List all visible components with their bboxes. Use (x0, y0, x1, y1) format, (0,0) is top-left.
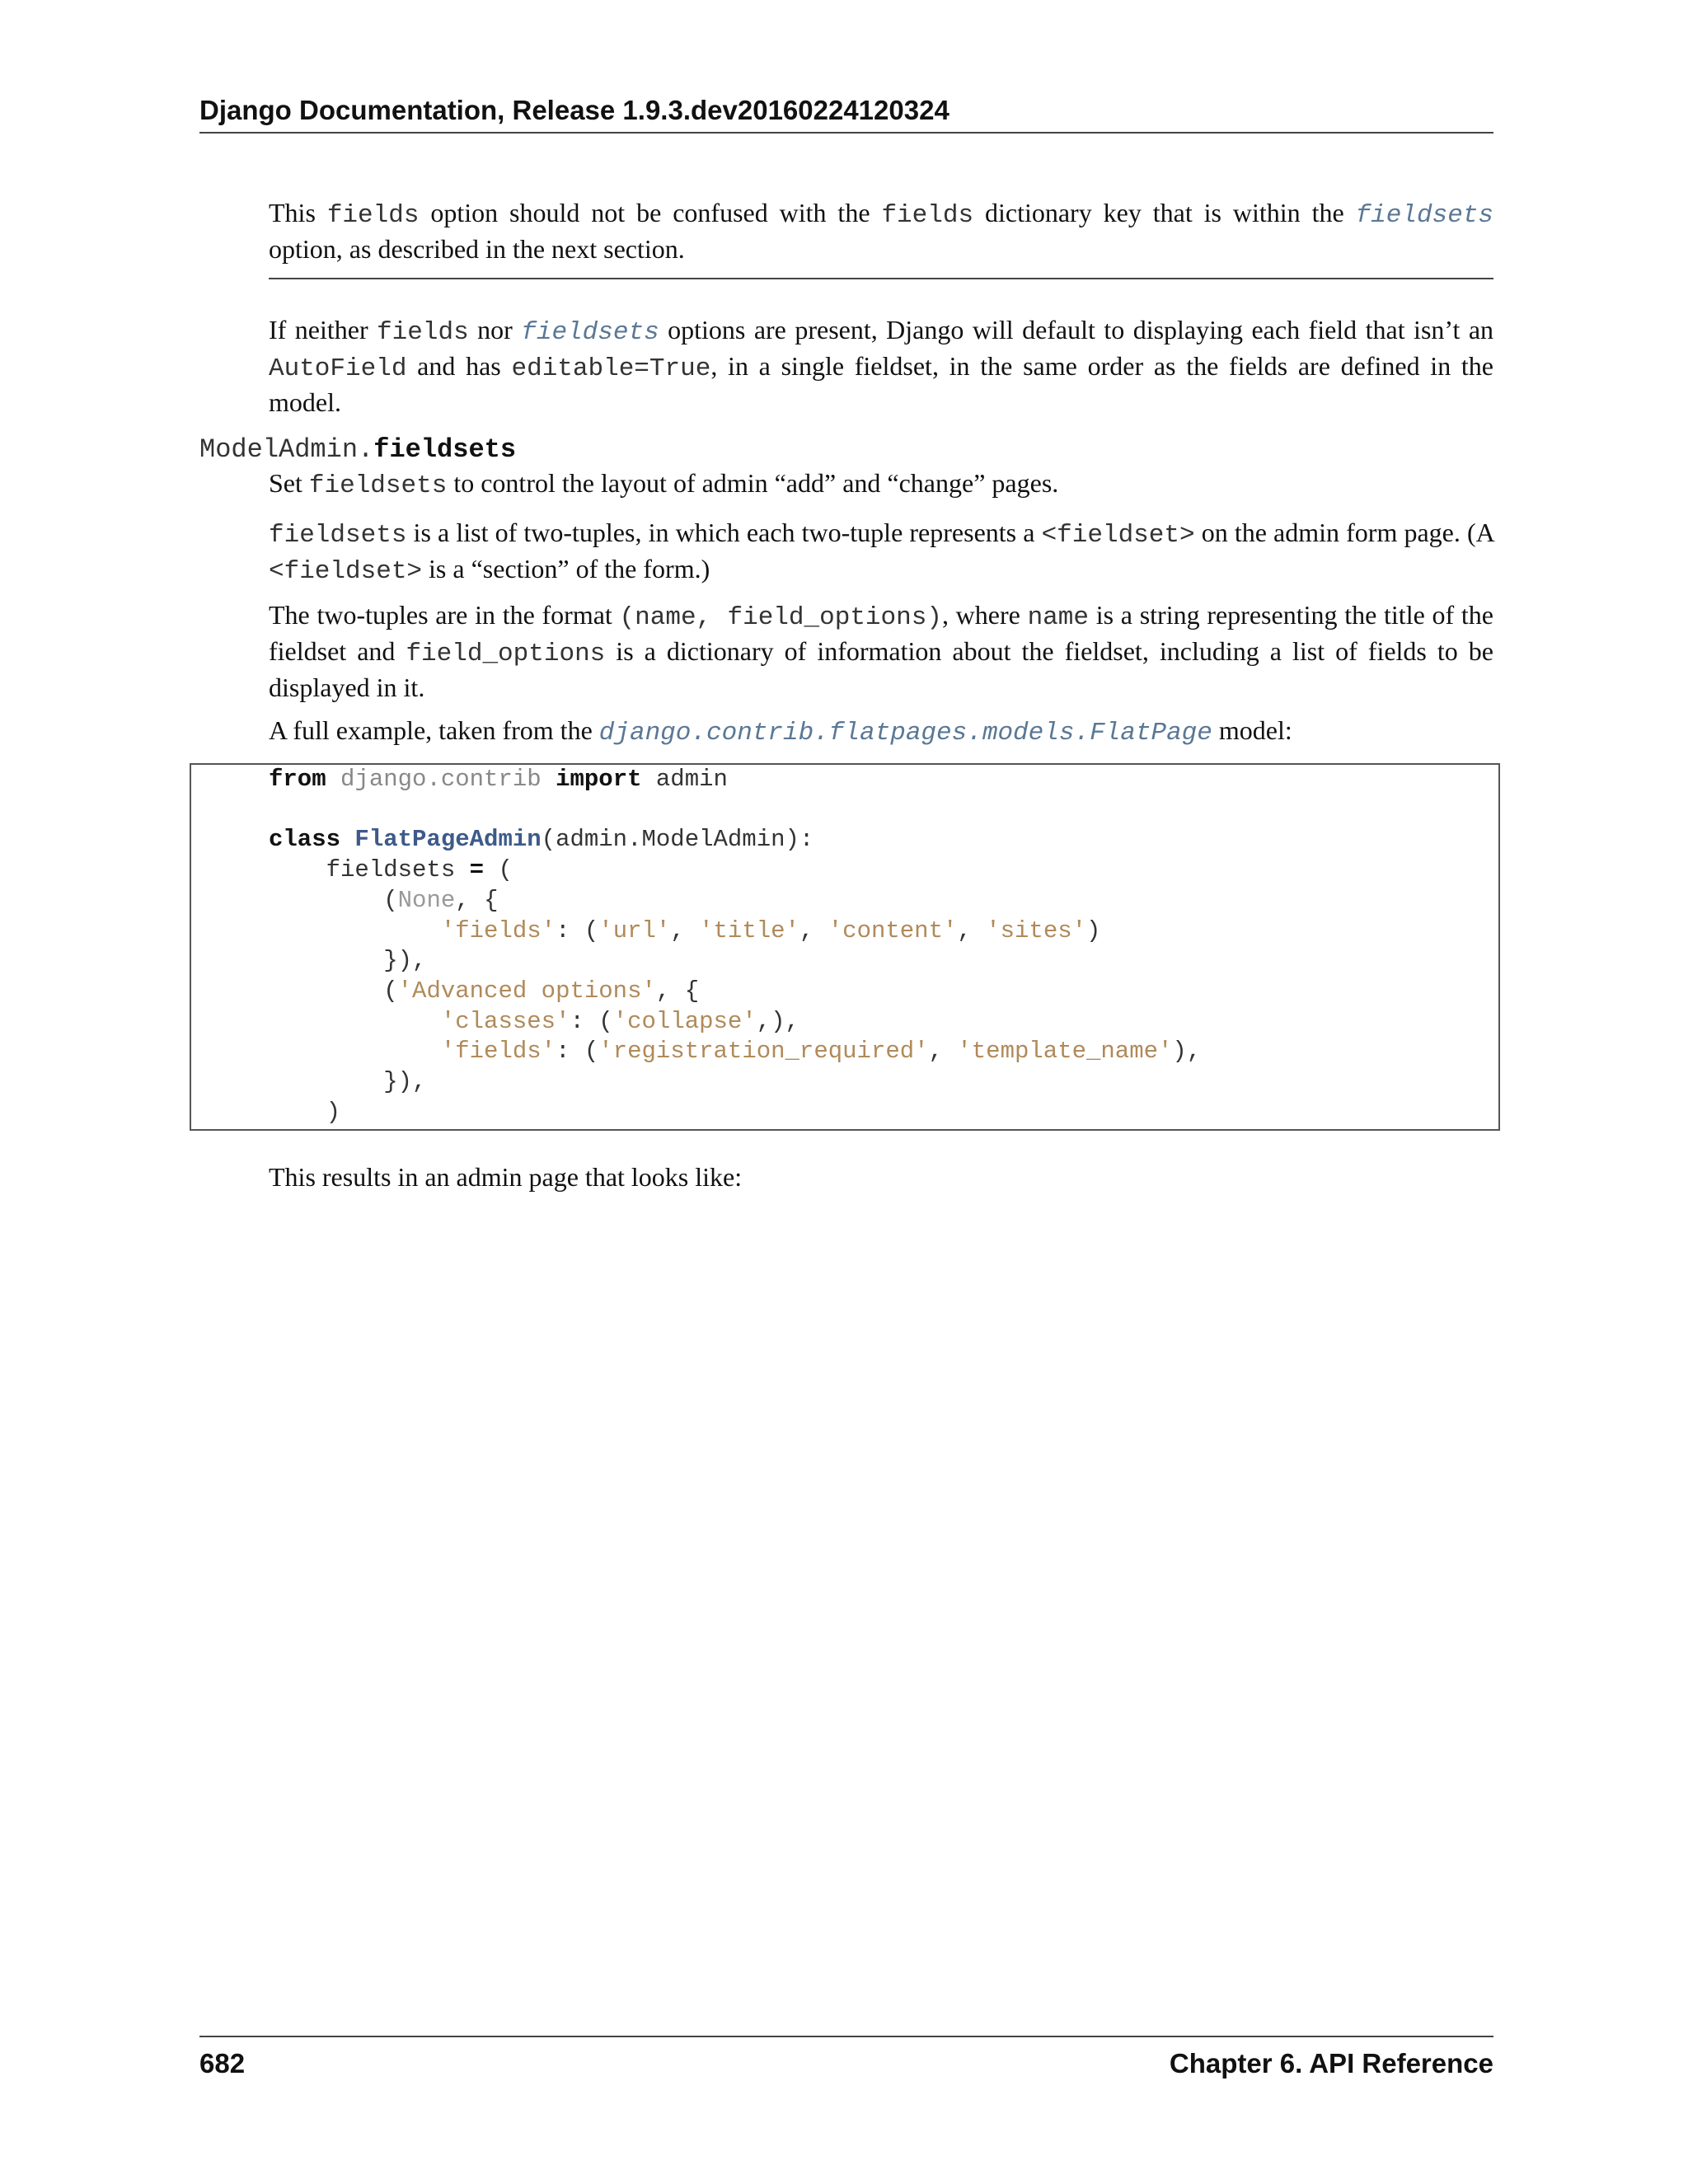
paragraph-results: This results in an admin page that looks like: (269, 1162, 743, 1192)
attribute-signature: ModelAdmin.fieldsets (199, 434, 517, 465)
note-paragraph: This fields option should not be confused with the fields dictionary key that is within the fieldsets option, as described in the next section. (269, 198, 1494, 264)
paragraph-full-example: A full example, taken from the django.contrib.flatpages.models.FlatPage model: (269, 715, 1292, 748)
chapter-title: Chapter 6. API Reference (1169, 2048, 1493, 2079)
page-footer (199, 2036, 1493, 2082)
page-number: 682 (199, 2048, 246, 2079)
fieldsets-link[interactable]: fieldsets (1355, 201, 1494, 230)
code-block: from django.contrib import admin class FlatPageAdmin(admin.ModelAdmin): fieldsets = ( (None, { 'fields': ('url', 'title', 'content', 'sites') }), ('Advanced options', { 'classes': ('collapse',), 'fields': ('registration_required', 'template_name'), }), ) (190, 763, 1500, 1131)
page-header: Django Documentation, Release 1.9.3.dev20160224120324 (199, 92, 1493, 134)
paragraph-fieldsets-list: fieldsets is a list of two-tuples, in which each two-tuple represents a <fieldset> on the admin form page. (A <fieldset> is a “section” of the form.) (269, 518, 1494, 586)
fieldsets-link[interactable]: fieldsets (521, 318, 659, 347)
paragraph-two-tuples: The two-tuples are in the format (name, field_options), where name is a string representing the title of the fieldset and field_options is a dictionary of information about the fieldset, including a list of fields to be displayed in it. (269, 600, 1494, 702)
paragraph-default-fields: If neither fields nor fieldsets options are present, Django will default to displaying each field that isn’t an AutoField and has editable=True, in a single fieldset, in the same order as the fields are defined in the model. (269, 315, 1494, 417)
paragraph-set-fieldsets: Set fieldsets to control the layout of admin “add” and “change” pages. (269, 468, 1059, 500)
flatpage-model-link[interactable]: django.contrib.flatpages.models.FlatPage (598, 719, 1212, 748)
note-divider (269, 278, 1493, 279)
